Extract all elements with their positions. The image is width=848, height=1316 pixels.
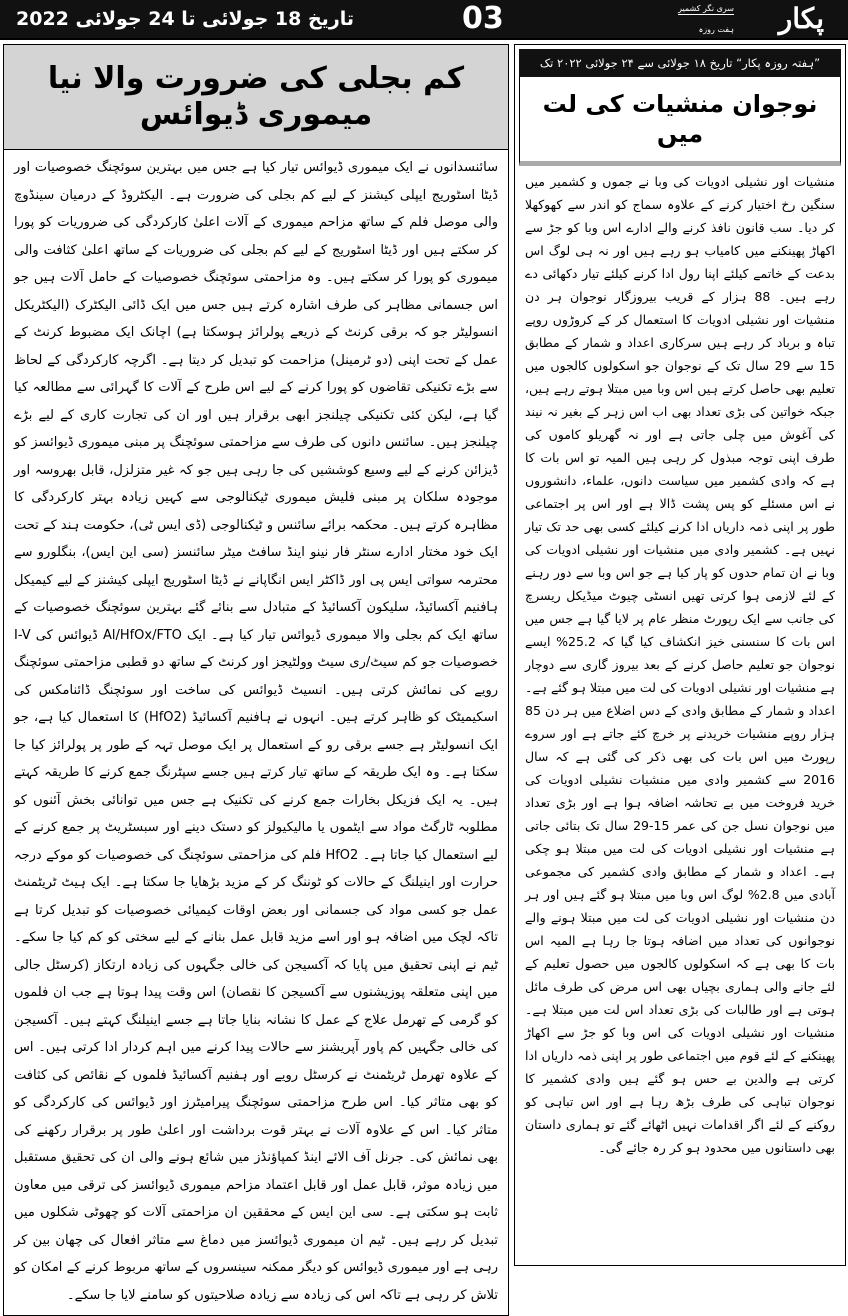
text-line: میں توانائی بخش آئنوں کو مطلوبہ ٹارگٹ مواد سے ایٹموں یا مالیکیولز کو دستک دینے اور: [14, 792, 498, 835]
text-line: کیلئے اپنا رول ادا کرنے کیلئے تیار دکھائی دے رہے ہیں۔: [525, 266, 835, 304]
text-line: نشیلی ادویات کی اس وبا کو جڑ سے اکھاڑ پھینکنے کے لئے قوم میں: [525, 1025, 836, 1063]
text-line: جن کی عمر 15-29 سال تک بتائی جاتی ہے منشیات اور نشیلی: [525, 818, 835, 856]
text-line: لئے جانے والی ہماری بچیاں بھی اس مرض کی طرف مائل ہوتی: [525, 979, 835, 1017]
issue-banner: ”ہفتہ روزہ پکار“ تاریخ ۱۸ جولائی سے ۲۴ جولائی ۲۰۲۲ تک: [519, 49, 841, 77]
text-line: میموری ڈیوائسز کو ڈیزائن کرنے کے لیے وسیع کوششیں کی جا رہی ہیں جو کہ غیر متزلزل، قابل: [14, 435, 498, 478]
text-line: برداشت اور اعلیٰ طور پر برقرار رکھنے کی بھی نمائش کی۔ جرنل آف الائے اینڈ کمپاؤنڈز میں شائع: [14, 1122, 498, 1165]
text-line: انسیٹ ڈیوائس کی ساخت اور سوئچنگ ڈائنامکس کی اسکیمیٹک کو ظاہر کرتے ہیں۔ انہوں نے: [14, 682, 498, 725]
text-line: طرح کے آلات کا گہرائی سے مطالعہ کیا گیا ہے، لیکن کئی تکنیکی چیلنجز ابھی برقرار ہیں اور ان: [14, 380, 498, 423]
text-line: مبتلا ہو گئے ہیں اور ہر دن منشیات اور نشیلی ادویات کی لت میں: [525, 887, 835, 925]
text-line: موصل فلم کے ساتھ مزاحم میموری کے آلات اعلیٰ کارکردگی کی ضروریات کو پورا کر سکتے ہیں اور: [14, 215, 499, 258]
text-line: سوئچنگ پیرامیٹرز اور ڈیوائس کی کارکردگی کو متاثر کیا۔ اس کے علاوہ آلات نے بہتر قوت: [14, 1095, 498, 1138]
text-line: آکسائیڈ کے متبادل سے بنائے گئے بہترین سوئچنگ خصوصیات کے ساتھ ایک کم بجلی والا: [14, 600, 498, 643]
text-line: فروخت میں بے تحاشہ اضافہ ہوا ہے اور بڑی تعداد میں نوجوان نسل: [525, 795, 835, 833]
text-line: ہو گئے ہیں وادی کشمیر کا نوجوان تباہی کی طرف بڑھ رہا ہے اور: [525, 1071, 835, 1109]
text-line: سیٹ/ری سیٹ وولٹیجز اور کرنٹ کے ساتھ دو قطبی مزاحمتی سوئچنگ رویے کی نمائش کرتی ہیں۔: [14, 655, 498, 698]
text-line: تبدیل کرتا ہے تاکہ لچک میں اضافہ ہو اور اسے مزید قابل عمل بنانے کے لیے سختی کو کم کیا جا: [14, 902, 498, 945]
text-line: ایک موصل تہہ کے طور پر پولرائز کیا جا سکتا ہے۔ وہ ایک طریقہ کے ساتھ تیار کرتے ہیں جسے: [14, 737, 498, 780]
text-line: اجتماعی طور پر اپنی ذمہ داریاں ادا کرتی ہے والدین بے حس: [525, 1048, 835, 1086]
text-line: تھرمل علاج کے عمل کا نشانہ بنایا جاتا ہے جسے اینیلنگ کہتے ہیں۔ آکسیجن کی خالی جگہیں کم پاور: [14, 1012, 498, 1055]
text-line: قانون نافذ کرنے والے ادارے اس وبا کو جڑ سے اکھاڑ پھینکنے: [525, 220, 836, 258]
text-line: کا ہے کہ وادی کشمیر میں سیاست دانوں، علماء، دانشوروں نے: [525, 450, 835, 511]
logo-name: پکار: [778, 2, 824, 35]
text-line: میموری ڈیوائس تیار کیا ہے۔ ایک Al/HfOx/FTO ڈیوائس کی I-V خصوصیات جو کم: [14, 627, 499, 670]
article-body: [515, 166, 845, 1165]
text-line: رخ اختیار کرنے کے علاوہ سماج کو اندر سے کھوکھلا کر دیا۔ سب: [525, 197, 835, 235]
text-line: میں کامیاب ہو رہے ہیں اور نہ ہی لوگ اس بدعت کے خاتمے: [525, 243, 835, 281]
text-line: ادویات کا استعمال کر کے کروڑوں روپے تباہ و برباد کر رہے ہیں: [525, 312, 835, 350]
text-line: آپریشنز سے حالات پیدا کرنے میں اہم کردار ادا کرتی ہیں۔ اس کے علاوہ تھرمل ٹریٹمنٹ: [14, 1040, 498, 1083]
text-line: سکے۔ ٹیم نے اپنی تحقیق میں پایا کہ آکسیجن کی خالی جگہوں کی زیادہ ارتکاز (کرسٹل جالی میں اپنی: [14, 930, 498, 1000]
drug-addiction-article: [514, 44, 846, 1266]
text-line: شکلوں میں تبدیل کر رہے ہیں۔ ٹیم ان میموری ڈیوائسز میں دماغ سے متاثر افعال کی چھان: [14, 1205, 498, 1248]
text-line: ادارے سنٹر فار نینو اینڈ سافٹ میٹر سائنسز (سی این ایس)، بنگلورو سے محترمہ سواتی ایس پی اور: [14, 545, 498, 588]
article-headline: نوجوان منشیات کی لت میں: [519, 77, 841, 166]
text-line: کیا ہے جو اس وبا سے دور رہنے کے لئے لازمی ہوا کرتی تھیں: [525, 565, 835, 603]
text-line: ہونے والی ان کی تحقیق مستقبل میں زیادہ موثر، قابل عمل اور قابل اعتماد مزاحم میموری ڈیوائسز کی: [14, 1150, 498, 1193]
text-line: مبتلا ہونے والے نوجوانوں کی تعداد میں اضافہ ہوتا جا رہا ہے: [525, 910, 835, 948]
text-line: ہے۔ ایک ہیٹ ٹریٹمنٹ عمل جو کسی مواد کی جسمانی اور بعض اوقات کیمیائی خصوصیات کو: [14, 875, 498, 918]
text-line: میں منشیات اور نشیلی ادویات کی وبا نے ان تمام حدوں کو پار: [525, 542, 835, 580]
text-line: وبا میں مبتلا ہوتے رہے ہیں، جبکہ خواتین کی بڑی تعداد بھی اب: [525, 381, 835, 419]
text-line: بھروسہ اور موجودہ سلکان پر مبنی فلیش میموری ٹیکنالوجی سے کہیں زیادہ بہتر کارکردگی کا مظاہرہ: [14, 462, 498, 533]
text-line: ہر دن 85 ہزار روپے منشیات خریدنے پر خرچ کئے جاتے ہے: [525, 703, 835, 741]
text-line: ہافنیم آکسائیڈ (HfO2) کا استعمال کیا ہے، جو ایک انسولیٹر ہے جسے برقی رو کے استعمال پر: [14, 710, 499, 753]
text-line: سبسٹریٹ پر جمع کرنے کے لیے استعمال کیا جاتا ہے۔ HfO2 فلم کی مزاحمتی سوئچنگ کی: [14, 820, 498, 863]
text-line: منشیات اور نشیلی ادویات کی وبا نے جموں و کشمیر میں سنگین: [525, 174, 835, 212]
text-line: متعلقہ پوزیشنوں سے آکسیجن کا نقصان) اس وقت پیدا ہوتا ہے جب ان فلموں کو گرمی کے: [14, 985, 499, 1028]
text-line: داریاں ادا کرنے کیلئے کسی بھی حد تک تیار نہیں ہے۔ کشمیر وادی: [525, 519, 835, 557]
text-line: کشمیر کی مجموعی آبادی میں 2.8% لوگ اس وبا میں: [525, 864, 836, 902]
text-line: کاموں کی طرف اپنی توجہ مبذول کر رہی ہیں المیہ تو اس بات: [525, 427, 835, 465]
text-line: نوجوان جو اسکولوں کالجوں میں تعلیم بھی حاصل کرتے ہیں اس: [525, 358, 835, 396]
text-line: سائنسدانوں نے ایک میموری ڈیوائس تیار کیا ہے جس میں بہترین سوئچنگ خصوصیات اور: [14, 160, 498, 175]
text-line: خصوصیات کو موکے درجہ حرارت اور اینیلنگ کے حالات کو ٹوننگ کر کے مزید بڑھایا جا سکتا: [14, 847, 498, 890]
text-line: سرکاری اعداد و شمار کے مطابق 15 سے 29 سال تک کے: [525, 335, 835, 373]
article-body: [4, 150, 508, 1315]
text-line: ڈیٹا اسٹوریج ایپلی کیشنز کے لیے کم بجلی کی ضرورت ہے۔ الیکٹروڈ کے درمیان سینڈوچ والی: [14, 187, 498, 230]
text-line: گاری سے دوچار ہے منشیات اور نشیلی ادویات کی لت میں: [525, 657, 835, 695]
text-line: ہے اور طالبات کی بڑی تعداد اس لت میں مبتلا ہے۔ منشیات اور: [525, 1002, 835, 1040]
text-line: ڈاکٹر ایس انگاپانے نے ڈیٹا اسٹوریج ایپلی کیشنز کے لیے کیمیکل ہافنیم آکسائیڈ، سلیکون: [14, 572, 498, 615]
text-line: عام پر لایا گیا ہے جس میں اس بات کا سنسنی خیز انکشاف کیا گیا کہ: [525, 611, 835, 649]
text-line: اس زہر کے بغیر نہ نیند کی آغوش میں چلی جاتی ہے اور نہ گھریلو: [525, 404, 836, 442]
text-line: اور سروے رپورٹ میں اس بات کی بھی ذکر کی گئی ہے کہ: [525, 726, 835, 764]
text-line: 25.2% ایسے نوجوان جو تعلیم حاصل کرنے کے بعد بیروز: [525, 634, 835, 672]
text-line: سپٹرنگ جمع کرنے کا طریقہ کہتے ہیں۔ یہ ایک فزیکل بخارات جمع کرنے کی تکنیک ہے جس: [14, 765, 498, 808]
text-line: بین کر رہی ہے اور میموری ڈیوائس کو دیگر ممکنہ سینسروں کے ساتھ مربوط کرنے کے امکان کو تلاش: [14, 1232, 498, 1303]
page-number: 03: [462, 1, 504, 36]
logo-city: سری نگر کشمیر: [678, 4, 734, 13]
newspaper-logo: [634, 0, 834, 40]
text-line: اس تباہی کو روکنے کے لئے اگر اقدامات نہیں اٹھائے گئے تو: [525, 1094, 835, 1132]
article-headline: کم بجلی کی ضرورت والا نیا میموری ڈیوائس: [4, 45, 508, 150]
logo-weekly: ہفت روزہ: [698, 25, 734, 34]
text-line: کرتے ہیں۔ محکمہ برائے سائنس و ٹیکنالوجی (ڈی ایس ٹی)، حکومت ہند کے تحت ایک خود مختار: [14, 517, 498, 560]
issue-date: تاریخ 18 جولائی تا 24 جولائی 2022: [16, 8, 355, 30]
memory-device-article: [3, 44, 509, 1316]
masthead-bar: [0, 0, 848, 40]
text-line: کرتے ہیں جس میں ایک ڈائی الیکٹرک (الیکٹریکل انسولیٹر جو کہ برقی کرنٹ کے ذریعے: [14, 297, 498, 340]
text-line: ہماری داستان بھی داستانوں میں محدود ہو کر رہ جائے گی۔: [525, 1117, 835, 1155]
text-line: ہیں۔ وہ مزاحمتی سوئچنگ خصوصیات کے حامل آلات ہیں جو اس جسمانی مظاہر کی طرف اشارہ: [14, 270, 498, 313]
text-line: 88 ہزار کے قریب بیروزگار نوجوان ہر دن منشیات اور نشیلی: [525, 289, 836, 327]
text-line: ترقی میں معاون ثابت ہو سکتی ہے۔ سی این ایس کے محققین ان مزاحمتی آلات کو چھوٹی: [14, 1177, 498, 1220]
text-line: اس مسئلے کو پس پشت ڈالا ہے اور اس پر اجتماعی طور پر اپنی ذمہ: [525, 496, 835, 534]
text-line: انسٹی چیوٹ میڈیکل ریسرچ کی جانب سے ایک رپورٹ منظر: [525, 588, 835, 626]
text-line: ادویات کی لت میں مبتلا ہو چکی ہے۔ اعداد و شمار کے مطابق وادی: [525, 841, 835, 879]
text-line: کر رہی ہے تاکہ اس کی زیادہ سے زیادہ صلاحیتوں کو سامنے لایا جا سکے۔: [67, 1287, 467, 1303]
text-line: مبتلا ہو گئے ہے۔ اعداد و شمار کے مطابق وادی کے دس اضلاع میں: [525, 680, 835, 718]
text-line: ڈیٹا اسٹوریج کے لیے کم بجلی کی ضروریات کے ساتھ اعلیٰ کثافت والی میموری کو پورا کر سکتے: [14, 242, 499, 285]
text-line: پولرائز ہوسکتا ہے) اچانک ایک مضبوط کرنٹ کے عمل کے تحت اپنی (دو ٹرمینل) مزاحمت کو: [14, 325, 498, 368]
text-line: نے کرسٹل رویے اور ہفنیم آکسائیڈ فلموں کے نقائص کی کثافت کو بھی متاثر کیا۔ اس طرح مزاحمتی: [14, 1067, 498, 1110]
text-line: المیہ اس بات کا بھی ہے کہ اسکولوں کالجوں میں حصول تعلیم کے: [525, 933, 835, 971]
text-line: کی تجارت کاری کے لیے بڑے چیلنجز ہیں۔ سائنس دانوں کی طرف سے مزاحمتی سوئچنگ پر مبنی: [14, 407, 498, 450]
text-line: سال 2016 سے کشمیر وادی میں منشیات نشیلی ادویات کی خرید: [525, 749, 835, 810]
text-line: تبدیل کر دیتا ہے۔ اگرچہ کارکردگی کے لحاظ سے بڑے تکنیکی تقاضوں کو پورا کرنے کے لیے اس: [14, 352, 498, 395]
